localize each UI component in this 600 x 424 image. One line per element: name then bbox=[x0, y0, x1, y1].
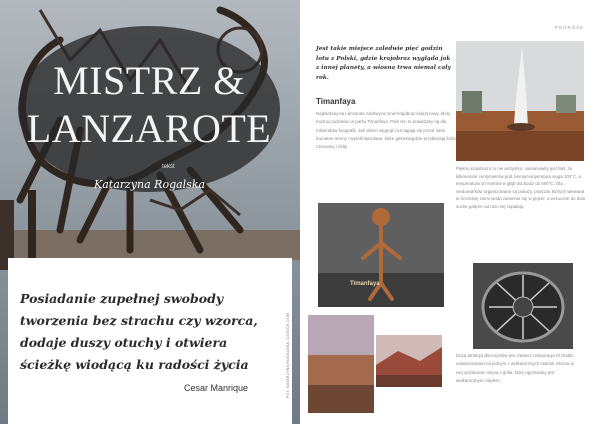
intro-text: Jest takie miejsce zaledwie pięć godzin lotu z Polski, gdzie krajobraz wygląda jak z innej planety, a wiosna trwa niemal cały rok. bbox=[316, 46, 451, 81]
quote-text: Posiadanie zupełnej swobody tworzenia bez strachu czy wzorca, dodaje duszy otuchy i otwiera ścieżkę wiodącą ku radości życia bbox=[20, 291, 258, 372]
text-label: tekst bbox=[162, 164, 175, 170]
quote-box bbox=[8, 258, 292, 424]
body-paragraph-3: Dużą atrakcją dla turystów jest również restauracja El Diablo umiejscowiona na jednym z wulkanicznych stoków. Można w niej spróbować mięsa z grilla, który ogrzewany jest wulkanicznym ciepłem. bbox=[456, 353, 574, 383]
quote-author: Cesar Manrique bbox=[184, 383, 249, 393]
author-name: Katarzyna Rogalska bbox=[94, 178, 206, 191]
subheading: Timanfaya bbox=[316, 97, 356, 106]
title-line-2: LANZAROTE bbox=[26, 106, 272, 151]
grill-photo bbox=[473, 263, 573, 349]
body-paragraph-2: Piękno krajobrazu to nie wszystko, niesamowity jest fakt, że kilkanaście centymetrów pod ziemią temperatura sięga 100°C, a temperatura 10 metrów w głąb dochodzi do 600°C. Dla niedowiarków organizowane są pokazy, podczas których wlewana w szczelinę ziemi woda zamienia się w gejzer, a wrzucone do dołu suche gałęzie od razu się zapalają. bbox=[456, 166, 586, 209]
body-paragraph-1: Najbardziej na Lanzarote zachwyca mnie krajobraz księżycowy, który można podziwiać w parku Timanfaya. Park ten to prawdziwy raj dla miłośników fotografii. Jak okiem sięgnąć rozciągają się przed nami brunatne tereny i wyschnięta lawa, które gdzieniegdzie przybierają kolor czerwony i żółty. bbox=[316, 111, 456, 150]
volcanic-landscape-photo bbox=[308, 315, 442, 413]
devil-sign-photo bbox=[318, 203, 444, 307]
right-page bbox=[300, 0, 600, 424]
sign-text: Timanfaya bbox=[350, 281, 380, 287]
geyser-photo bbox=[456, 41, 584, 161]
title-line-1: MISTRZ & bbox=[53, 58, 245, 103]
photo-credit-caption: FOT. KATARZYNA ROGALSKA, CSTOCK.COM bbox=[286, 312, 290, 398]
section-label: PODRÓŻE bbox=[554, 25, 584, 30]
